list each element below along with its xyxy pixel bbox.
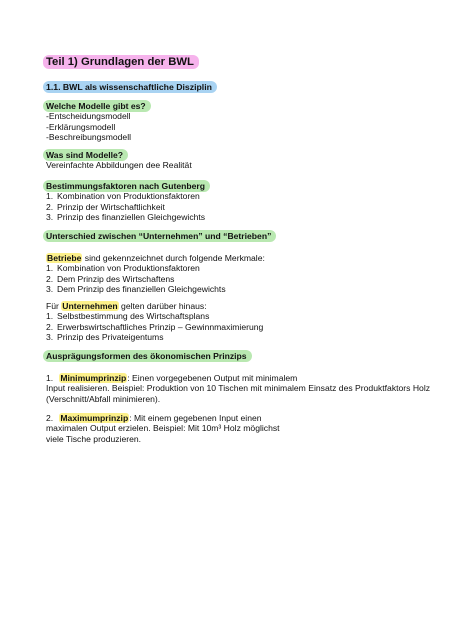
was-modelle-heading: Was sind Modelle?: [43, 149, 128, 161]
modelle-heading: Welche Modelle gibt es?: [43, 100, 151, 112]
modelle-block: [46, 101, 458, 142]
list-item: 3. Prinzip des finanziellen Gleichgewichts: [46, 211, 206, 222]
betriebe-block: Betriebe sind gekennzeichnet durch folgende Merkmale: 1. Kombination von Produktionsfaktoren 2. Dem Prinzip des Wirtschaftens 3. Dem Prinzip des finanziellen Gleichgewichts: [46, 253, 458, 294]
unternehmen-highlight: Unternehmen: [62, 301, 118, 311]
prinzip-heading-block: [46, 351, 458, 361]
minimumprinzip-text: Input realisieren. Beispiel: Produktion von 10 Tischen mit minimalem Einsatz des Produktfaktors Holz (Verschnitt/Abfall minimieren).: [46, 383, 431, 404]
prinzip-heading: Ausprägungsformen des ökonomischen Prinzips: [43, 350, 252, 362]
unternehmen-block: Für Unternehmen gelten darüber hinaus: 1. Selbstbestimmung des Wirtschaftsplans 2. Erwerbswirtschaftliches Prinzip – Gewinnmaximierung 3. Prinzip des Privateigentums: [46, 301, 458, 342]
list-item: -Erklärungsmodell: [46, 121, 116, 132]
list-item: 3. Prinzip des Privateigentums: [46, 331, 164, 342]
list-item: 1. Kombination von Produktionsfaktoren: [46, 263, 200, 274]
gutenberg-heading: Bestimmungsfaktoren nach Gutenberg: [43, 180, 210, 192]
list-item: 3. Dem Prinzip des finanziellen Gleichgewichts: [46, 283, 226, 294]
gutenberg-block: [46, 181, 458, 222]
unterschied-heading: Unterschied zwischen “Unternehmen” und “Betrieben”: [43, 230, 276, 242]
list-item: -Entscheidungsmodell: [46, 111, 131, 122]
was-modelle-block: [46, 150, 458, 171]
list-item: 1. Selbstbestimmung des Wirtschaftsplans: [46, 311, 210, 322]
minimumprinzip-highlight: Minimumprinzip: [60, 373, 127, 383]
unterschied-block: [46, 231, 458, 241]
list-item: 2. Prinzip der Wirtschaftlichkeit: [46, 201, 165, 212]
maximumprinzip-block: 2. Maximumprinzip: Mit einem gegebenen Input einen maximalen Output erzielen. Beispiel: Mit 10m³ Holz möglichst viele Tische produzieren.: [46, 413, 458, 444]
maximumprinzip-text: maximalen Output erzielen. Beispiel: Mit 10m³ Holz möglichst: [46, 423, 280, 434]
minimumprinzip-block: 1. Minimumprinzip: Einen vorgegebenen Output mit minimalem Input realisieren. Beispiel: Produktion von 10 Tischen mit minimalem Einsatz des Produktfaktors Holz (Verschnitt/Abfall minimieren).: [46, 373, 458, 404]
was-modelle-text: Vereinfachte Abbildungen dee Realität: [46, 160, 192, 171]
maximumprinzip-text: viele Tische produzieren.: [46, 433, 142, 444]
section-1-1-highlight: 1.1. BWL als wissenschaftliche Disziplin: [43, 81, 217, 93]
list-item: -Beschreibungsmodell: [46, 131, 132, 142]
list-item: 2. Erwerbswirtschaftliches Prinzip – Gewinnmaximierung: [46, 321, 264, 332]
list-item: 1. Kombination von Produktionsfaktoren: [46, 191, 200, 202]
betriebe-highlight: Betriebe: [47, 253, 82, 263]
page-title: [46, 56, 458, 68]
maximumprinzip-highlight: Maximumprinzip: [60, 413, 129, 423]
list-item: 2. Dem Prinzip des Wirtschaftens: [46, 273, 175, 284]
title-highlight: Teil 1) Grundlagen der BWL: [43, 55, 199, 69]
section-heading-1-1: [46, 82, 458, 92]
